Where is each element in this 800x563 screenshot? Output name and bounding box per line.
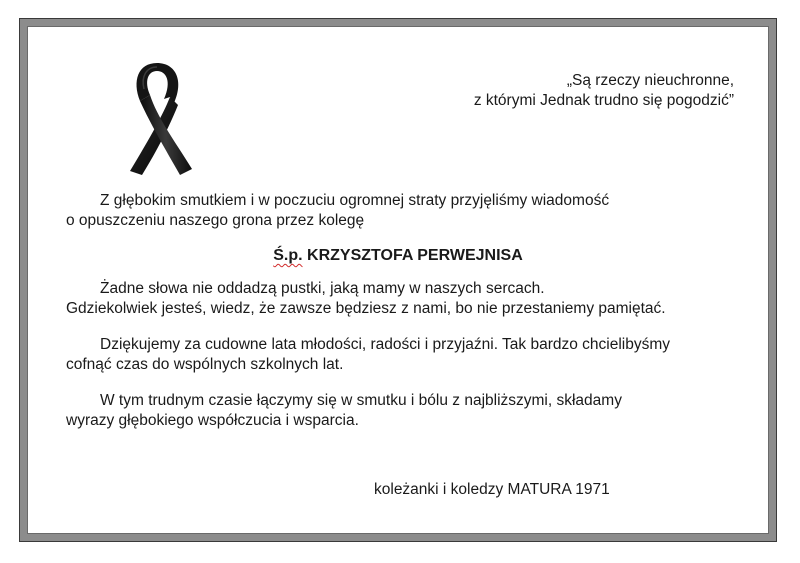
deceased-prefix: Ś.p. xyxy=(273,247,303,264)
signature: koleżanki i koledzy MATURA 1971 xyxy=(374,481,610,498)
paragraph xyxy=(66,335,670,375)
paragraph-line: Żadne słowa nie oddadzą pustki, jaką mamy w naszych sercach. xyxy=(100,280,545,297)
intro-line: Z głębokim smutkiem i w poczuciu ogromnej straty przyjęliśmy wiadomość xyxy=(100,192,610,209)
paragraph-line: Gdziekolwiek jesteś, wiedz, że zawsze będziesz z nami, bo nie przestaniemy pamiętać. xyxy=(66,300,666,317)
quote-line: „Są rzeczy nieuchronne, xyxy=(566,72,734,89)
paragraph-line: wyrazy głębokiego współczucia i wsparcia. xyxy=(66,412,359,429)
deceased-name xyxy=(28,246,768,266)
deceased-fullname: KRZYSZTOFA PERWEJNISA xyxy=(307,247,523,264)
intro-line: o opuszczeniu naszego grona przez kolegę xyxy=(66,212,365,229)
mourning-ribbon-icon xyxy=(118,59,196,177)
paragraph-line: W tym trudnym czasie łączymy się w smutku i bólu z najbliższymi, składamy xyxy=(100,392,622,409)
intro-paragraph xyxy=(66,191,609,231)
card-inner-frame xyxy=(27,26,769,534)
quote xyxy=(474,71,734,111)
paragraph xyxy=(66,391,622,431)
paragraph xyxy=(66,279,666,319)
card-outer-frame xyxy=(19,18,777,542)
paragraph-line: cofnąć czas do wspólnych szkolnych lat. xyxy=(66,356,344,373)
quote-line: z którymi Jednak trudno się pogodzić” xyxy=(473,92,734,109)
paragraph-line: Dziękujemy za cudowne lata młodości, radości i przyjaźni. Tak bardzo chcielibyśmy xyxy=(100,336,671,353)
